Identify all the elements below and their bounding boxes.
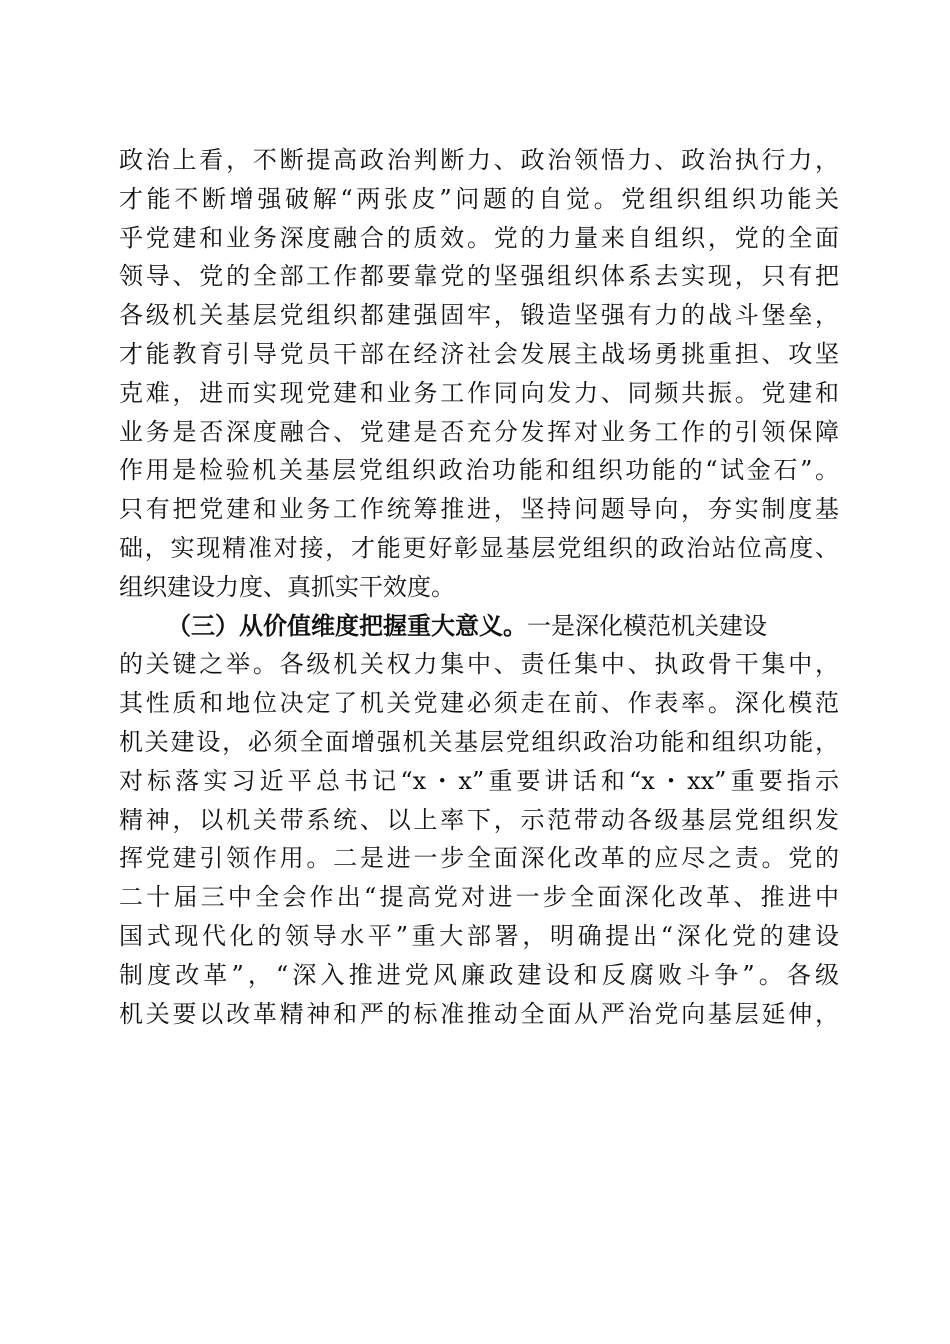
document-body bbox=[119, 141, 839, 1033]
text-line: 才能教育引导党员干部在经济社会发展主战场勇挑重担、攻坚 bbox=[119, 339, 839, 368]
text-line: 机关建设，必须全面增强机关基层党组织政治功能和组织功能， bbox=[119, 727, 839, 756]
text-line: 只有把党建和业务工作统筹推进，坚持问题导向，夯实制度基 bbox=[119, 495, 839, 524]
text-line: 国式现代化的领导水平”重大部署，明确提出“深化党的建设 bbox=[119, 921, 839, 950]
text-line: 作用是检验机关基层党组织政治功能和组织功能的“试金石”。 bbox=[119, 456, 839, 485]
text-line: 组织建设力度、真抓实干效度。 bbox=[119, 572, 455, 601]
text-line: 挥党建引领作用。二是进一步全面深化改革的应尽之责。党的 bbox=[119, 844, 839, 873]
section-heading-line bbox=[119, 607, 839, 646]
paragraph-2 bbox=[119, 607, 839, 1034]
text-line: 精神，以机关带系统、以上率下，示范带动各级基层党组织发 bbox=[119, 805, 839, 834]
text-line: 机关要以改革精神和严的标准推动全面从严治党向基层延伸， bbox=[119, 999, 839, 1028]
text-line: 业务是否深度融合、党建是否充分发挥对业务工作的引领保障 bbox=[119, 417, 839, 446]
text-line: 的关键之举。各级机关权力集中、责任集中、执政骨干集中， bbox=[119, 650, 839, 679]
text-line: 制度改革”，“深入推进党风廉政建设和反腐败斗争”。各级 bbox=[119, 960, 839, 989]
heading-line-text: 一是深化模范机关建设 bbox=[527, 611, 767, 640]
text-line: 各级机关基层党组织都建强固牢，锻造坚强有力的战斗堡垒， bbox=[119, 301, 839, 330]
text-line: 乎党建和业务深度融合的质效。党的力量来自组织，党的全面 bbox=[119, 223, 839, 252]
text-line: 克难，进而实现党建和业务工作同向发力、同频共振。党建和 bbox=[119, 378, 839, 407]
section-heading: （三）从价值维度把握重大意义。 bbox=[167, 610, 527, 640]
text-line: 其性质和地位决定了机关党建必须走在前、作表率。深化模范 bbox=[119, 689, 839, 718]
text-line: 础，实现精准对接，才能更好彰显基层党组织的政治站位高度、 bbox=[119, 533, 839, 562]
text-line: 才能不断增强破解“两张皮”问题的自觉。党组织组织功能关 bbox=[119, 184, 839, 213]
text-line: 对标落实习近平总书记“x・x”重要讲话和“x・xx”重要指示 bbox=[119, 766, 839, 795]
text-line: 二十届三中全会作出“提高党对进一步全面深化改革、推进中 bbox=[119, 883, 839, 912]
text-line: 政治上看，不断提高政治判断力、政治领悟力、政治执行力， bbox=[119, 146, 839, 174]
paragraph-1 bbox=[119, 141, 839, 607]
text-line: 领导、党的全部工作都要靠党的坚强组织体系去实现，只有把 bbox=[119, 262, 839, 291]
